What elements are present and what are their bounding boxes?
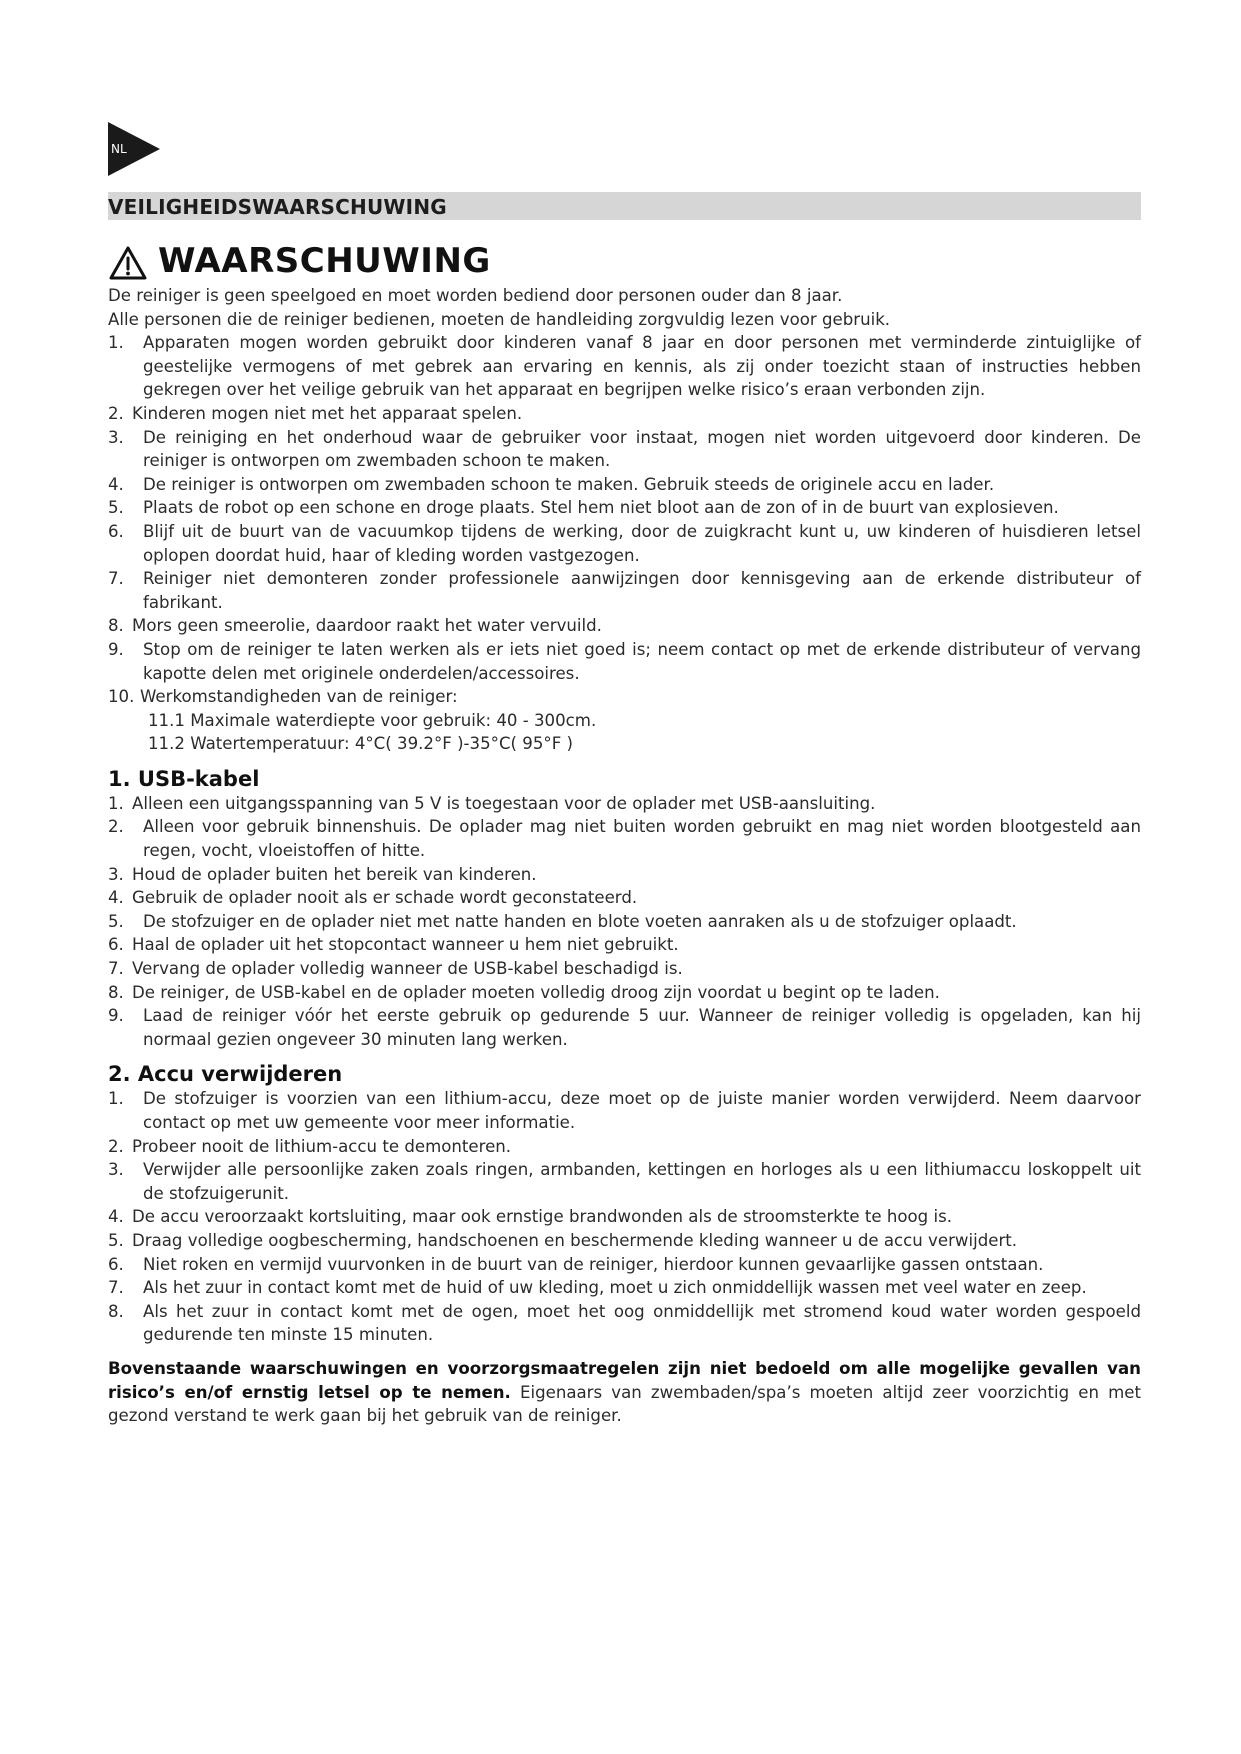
list-item: 10. Werkomstandigheden van de reiniger: [108,687,458,707]
sub-item: 11.2 Watertemperatuur: 4°C( 39.2°F )-35°C( 95°F ) [148,734,573,754]
list-item: 5. Plaats de robot op een schone en droge plaats. Stel hem niet bloot aan de zon of in de buurt van explosieven. [108,498,1059,518]
usb-section-title: 1. USB-kabel [108,766,260,791]
list-item: 1. Alleen een uitgangsspanning van 5 V is toegestaan voor de oplader met USB-aansluiting. [108,793,876,813]
language-label: NL [111,142,127,156]
list-item: 4. De accu veroorzaakt kortsluiting, maar ook ernstige brandwonden als de stroomsterkte te hoog is. [108,1207,953,1227]
list-item: 8. Mors geen smeerolie, daardoor raakt het water vervuild. [108,616,602,636]
list-item: 2. Kinderen mogen niet met het apparaat spelen. [108,403,523,423]
accu-list [108,1087,1141,1347]
closing-paragraph [108,1357,1141,1428]
list-item: 9. Laad de reiniger vóór het eerste gebruik op gedurende 5 uur. Wanneer de reiniger volledig is opgeladen, kan hij normaal gezien ongeveer 30 minuten lang werken. [108,1006,1141,1049]
intro-line: Alle personen die de reiniger bedienen, moeten de handleiding zorgvuldig lezen voor gebruik. [108,309,891,329]
warning-list [108,331,1141,756]
list-item: 9. Stop om de reiniger te laten werken als er iets niet goed is; neem contact op met de erkende distributeur of vervang kapotte delen met originele onderdelen/accessoires. [108,639,1141,683]
sub-item: 11.1 Maximale waterdiepte voor gebruik: 40 - 300cm. [148,710,597,730]
usb-list [108,792,1141,1052]
list-item: 8. De reiniger, de USB-kabel en de oplader moeten volledig droog zijn voordat u begint op te laden. [108,982,940,1002]
list-item: 3. De reiniging en het onderhoud waar de gebruiker voor instaat, mogen niet worden uitgevoerd door kinderen. De reiniger is ontworpen om zwembaden schoon te maken. [108,427,1141,471]
list-item: 3. Verwijder alle persoonlijke zaken zoals ringen, armbanden, kettingen en horloges als u een lithiumaccu loskoppelt uit de stofzuigerunit. [108,1160,1141,1203]
closing-normal: Eigenaars van zwembaden/spa’s moeten altijd zeer voorzichtig en met gezond verstand te werk gaan bij het gebruik van de reiniger. [108,1382,1141,1426]
list-item: 7. Reiniger niet demonteren zonder professionele aanwijzingen door kennisgeving aan de erkende distributeur of fabrikant. [108,569,1141,612]
section-title: VEILIGHEIDSWAARSCHUWING [108,195,447,219]
warning-title: WAARSCHUWING [158,241,491,281]
intro-line: De reiniger is geen speelgoed en moet worden bediend door personen ouder dan 8 jaar. [108,286,843,305]
list-item: 8. Als het zuur in contact komt met de ogen, moet het oog onmiddellijk met stromend koud water worden gespoeld gedurende ten minste 15 minuten. [108,1301,1141,1345]
list-item: 1. De stofzuiger is voorzien van een lithium-accu, deze moet op de juiste manier worden verwijderd. Neem daarvoor contact op met uw gemeente voor meer informatie. [108,1089,1141,1132]
document-body [108,284,1141,1428]
list-item: 5. Draag volledige oogbescherming, handschoenen en beschermende kleding wanneer u de accu verwijdert. [108,1230,1018,1250]
list-item: 2. Probeer nooit de lithium-accu te demonteren. [108,1136,512,1156]
list-item: 4. De reiniger is ontworpen om zwembaden schoon te maken. Gebruik steeds de originele accu en lader. [108,474,995,494]
section-header-bar [108,192,1141,220]
list-item: 1. Apparaten mogen worden gebruikt door kinderen vanaf 8 jaar en door personen met verminderde zintuiglijke of geestelijke vermogens of met gebrek aan ervaring en kennis, als zij onder toezicht staan of instructies hebben gekregen over het veilige gebruik van het apparaat en begrijpen welke risico’s eraan verbonden zijn. [108,333,1141,400]
list-item: 7. Vervang de oplader volledig wanneer de USB-kabel beschadigd is. [108,959,683,979]
list-item: 6. Blijf uit de buurt van de vacuumkop tijdens de werking, door de zuigkracht kunt u, uw kinderen of huisdieren letsel oplopen doordat huid, haar of kleding worden vastgezogen. [108,521,1141,565]
list-item: 3. Houd de oplader buiten het bereik van kinderen. [108,864,537,884]
warning-triangle-icon [108,245,148,281]
closing-bold: Bovenstaande waarschuwingen en voorzorgsmaatregelen zijn niet bedoeld om alle mogelijke gevallen van risico’s en/of ernstig letsel op te nemen. [108,1358,1141,1402]
list-item: 6. Haal de oplader uit het stopcontact wanneer u hem niet gebruikt. [108,935,679,955]
list-item: 4. Gebruik de oplader nooit als er schade wordt geconstateerd. [108,888,638,908]
list-item: 6. Niet roken en vermijd vuurvonken in de buurt van de reiniger, hierdoor kunnen gevaarlijke gassen ontstaan. [108,1254,1044,1274]
list-item: 5. De stofzuiger en de oplader niet met natte handen en blote voeten aanraken als u de stofzuiger oplaadt. [108,911,1017,931]
accu-section-title: 2. Accu verwijderen [108,1062,343,1087]
list-item: 2. Alleen voor gebruik binnenshuis. De oplader mag niet buiten worden gebruikt en mag niet worden blootgesteld aan regen, vocht, vloeistoffen of hitte. [108,817,1141,861]
list-item: 7. Als het zuur in contact komt met de huid of uw kleding, moet u zich onmiddellijk wassen met veel water en zeep. [108,1278,1087,1298]
